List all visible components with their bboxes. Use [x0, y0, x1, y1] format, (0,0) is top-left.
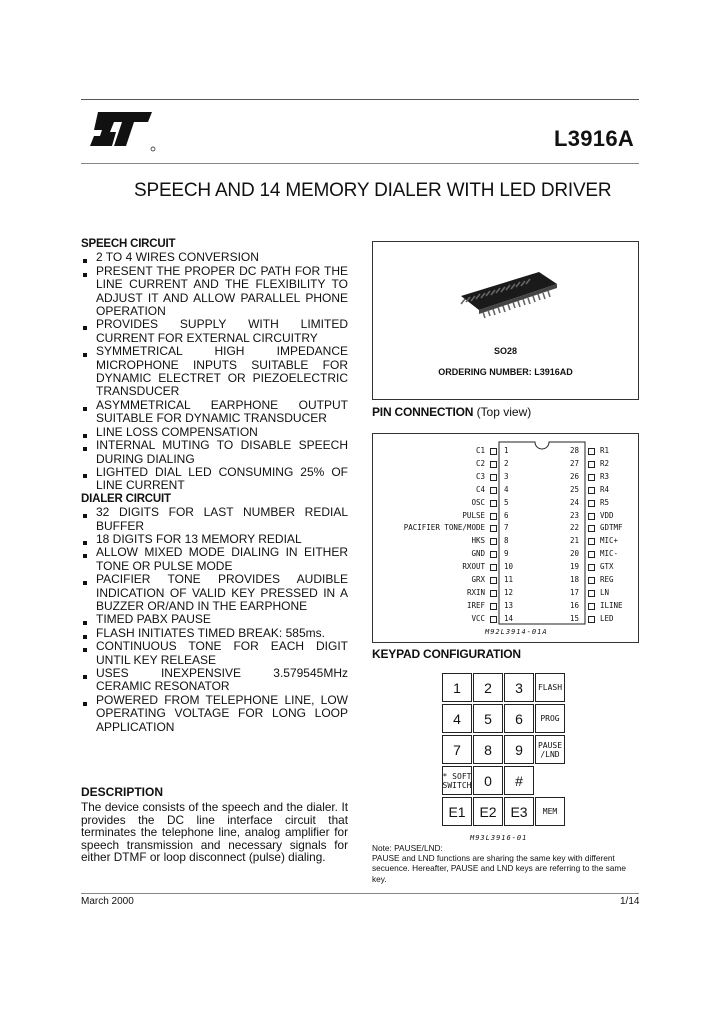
pin-label: R4: [600, 484, 610, 494]
pin-pad: [588, 564, 595, 571]
keypad-key: 1: [442, 673, 472, 702]
pin-number: 5: [504, 497, 509, 507]
footer-rule: [81, 893, 639, 894]
feature-item: TIMED PABX PAUSE: [81, 613, 348, 626]
pin-pad: [490, 487, 497, 494]
pin-number: 8: [504, 536, 509, 546]
pin-connection-heading: [372, 405, 531, 419]
document-title: SPEECH AND 14 MEMORY DIALER WITH LED DRIVER: [134, 180, 612, 201]
pin-label: R3: [600, 471, 610, 481]
keypad-key: E3: [504, 797, 534, 826]
keypad-grid: [442, 673, 570, 835]
pin-label: PACIFIER TONE/MODE: [403, 523, 485, 533]
pin-number: 23: [570, 510, 580, 520]
feature-column: [81, 238, 348, 734]
pin-pad: [490, 474, 497, 481]
pin-number: 13: [504, 600, 514, 610]
pin-label: MIC+: [600, 536, 619, 546]
pin-pad: [490, 461, 497, 468]
keypad-key: MEM: [535, 797, 565, 826]
feature-item: INTERNAL MUTING TO DISABLE SPEECH DURING DIALING: [81, 439, 348, 466]
pin-label: GDTMF: [600, 523, 623, 533]
pin-pad: [588, 577, 595, 584]
pin-label: R1: [600, 446, 610, 455]
pin-pad: [490, 500, 497, 507]
pin-number: 2: [504, 458, 509, 468]
keypad-key: 5: [473, 704, 503, 733]
keypad-key: 0: [473, 766, 503, 795]
keypad-key: PROG: [535, 704, 565, 733]
pin-diagram-code: M92L3914-01A: [485, 628, 548, 636]
feature-item: CONTINUOUS TONE FOR EACH DIGIT UNTIL KEY RELEASE: [81, 640, 348, 667]
pin-pad: [588, 551, 595, 558]
keypad-key: 6: [504, 704, 534, 733]
so28-package-image: [453, 266, 563, 322]
pin-label: LED: [600, 613, 614, 623]
pin-number: 18: [570, 575, 580, 584]
dialer-circuit-list: [81, 506, 348, 734]
keypad-key: 7: [442, 735, 472, 764]
keypad-key: 9: [504, 735, 534, 764]
pin-number: 7: [504, 523, 509, 533]
pin-pad: [490, 448, 497, 455]
package-box: [372, 241, 639, 400]
description-heading: DESCRIPTION: [81, 785, 164, 799]
feature-item: PACIFIER TONE PROVIDES AUDIBLE INDICATION OF VALID KEY PRESSED IN A BUZZER OR/AND IN THE EARPHONE: [81, 573, 348, 613]
pin-pad: [588, 487, 595, 494]
pin-pad: [588, 590, 595, 597]
pin-number: 1: [504, 446, 509, 455]
pin-label: VCC: [471, 613, 485, 623]
ordering-number: ORDERING NUMBER: L3916AD: [438, 367, 573, 377]
pin-number: 12: [504, 587, 514, 597]
pin-pad: [588, 603, 595, 610]
pin-pad: [490, 525, 497, 532]
pin-label: ILINE: [600, 600, 623, 610]
pin-number: 27: [570, 458, 580, 468]
feature-item: 32 DIGITS FOR LAST NUMBER REDIAL BUFFER: [81, 506, 348, 533]
st-logo: [86, 106, 158, 152]
pin-label: OSC: [471, 497, 485, 507]
pin-label: LN: [600, 587, 610, 597]
feature-item: FLASH INITIATES TIMED BREAK: 585ms.: [81, 627, 348, 640]
pin-pad: [490, 603, 497, 610]
feature-item: ASYMMETRICAL EARPHONE OUTPUT SUITABLE FOR DYNAMIC TRANSDUCER: [81, 399, 348, 426]
pin-number: 22: [570, 523, 580, 533]
feature-item: LINE LOSS COMPENSATION: [81, 426, 348, 439]
package-name: SO28: [493, 346, 517, 356]
pin-pad: [588, 616, 595, 623]
pin-number: 11: [504, 575, 514, 584]
pin-label: GND: [471, 549, 485, 559]
feature-item: PROVIDES SUPPLY WITH LIMITED CURRENT FOR EXTERNAL CIRCUITRY: [81, 318, 348, 345]
pin-pad: [588, 474, 595, 481]
pin-label: IREF: [466, 600, 485, 610]
pin-label: HKS: [471, 536, 485, 546]
pin-pad: [588, 538, 595, 545]
pin-number: 24: [570, 497, 580, 507]
pin-label: VDD: [600, 510, 614, 520]
pin-label: C2: [475, 458, 485, 468]
speech-circuit-heading: SPEECH CIRCUIT: [81, 238, 176, 250]
pin-number: 9: [504, 549, 509, 559]
feature-item: 2 TO 4 WIRES CONVERSION: [81, 251, 348, 264]
keypad-key: * SOFT SWITCH: [442, 766, 472, 795]
pin-number: 19: [570, 562, 580, 572]
feature-item: 18 DIGITS FOR 13 MEMORY REDIAL: [81, 533, 348, 546]
pin-pad: [588, 461, 595, 468]
pin-connection-subtitle: (Top view): [476, 405, 532, 419]
pin-pad: [588, 500, 595, 507]
keypad-key: E2: [473, 797, 503, 826]
pin-number: 15: [570, 613, 580, 623]
feature-item: ALLOW MIXED MODE DIALING IN EITHER TONE OR PULSE MODE: [81, 546, 348, 573]
pin-label: R5: [600, 497, 610, 507]
pin-label: GRX: [471, 575, 485, 584]
keypad-key: 3: [504, 673, 534, 702]
feature-item: USES INEXPENSIVE 3.579545MHz CERAMIC RESONATOR: [81, 667, 348, 694]
pin-label: RXIN: [466, 587, 485, 597]
pin-pad: [490, 513, 497, 520]
pin-number: 3: [504, 471, 509, 481]
footer-page: 1/14: [620, 896, 640, 907]
pin-number: 4: [504, 484, 509, 494]
pin-label: R2: [600, 458, 610, 468]
feature-item: PRESENT THE PROPER DC PATH FOR THE LINE CURRENT AND THE FLEXIBILITY TO ADJUST IT AND ALLOW PARALLEL PHONE OPERATION: [81, 265, 348, 319]
keypad-heading: KEYPAD CONFIGURATION: [372, 647, 521, 661]
note-heading: Note: PAUSE/LND:: [372, 843, 443, 853]
pin-number: 20: [570, 549, 580, 559]
pin-label: MIC-: [600, 549, 619, 559]
top-rule: [81, 99, 639, 100]
dialer-circuit-heading: DIALER CIRCUIT: [81, 492, 171, 505]
pin-label: C3: [475, 471, 485, 481]
keypad-key: #: [504, 766, 534, 795]
pin-number: 25: [570, 484, 580, 494]
pin-label: GTX: [600, 562, 614, 572]
pin-label: RXOUT: [462, 562, 485, 572]
feature-item: SYMMETRICAL HIGH IMPEDANCE MICROPHONE INPUTS SUITABLE FOR DYNAMIC ELECTRET OR PIEZOELECTRIC TRANSDUCER: [81, 345, 348, 399]
keypad-key: 8: [473, 735, 503, 764]
pin-pad: [588, 513, 595, 520]
pin-number: 17: [570, 587, 580, 597]
pin-number: 21: [570, 536, 580, 546]
pin-label: C4: [475, 484, 485, 494]
feature-item: LIGHTED DIAL LED CONSUMING 25% OF LINE CURRENT: [81, 466, 348, 493]
pin-pad: [490, 564, 497, 571]
keypad-key: 2: [473, 673, 503, 702]
pin-label: PULSE: [462, 510, 485, 520]
pin-pad: [490, 538, 497, 545]
pin-number: 10: [504, 562, 514, 572]
pin-pad: [588, 525, 595, 532]
pin-label: REG: [600, 575, 614, 584]
keypad-key: E1: [442, 797, 472, 826]
keypad-code: M93L3916-01: [470, 834, 528, 842]
keypad-note: [372, 843, 638, 884]
pin-number: 26: [570, 471, 580, 481]
ic-outline: [497, 440, 587, 626]
keypad-key: FLASH: [535, 673, 565, 702]
pin-number: 28: [570, 446, 580, 455]
description-text: The device consists of the speech and the dialer. It provides the DC line interface circuit that terminates the telephone line, analog amplifier for speech transmission and necessary signals for either DTMF or loop disconnect (pulse) dialing.: [81, 800, 348, 865]
pin-connection-title: PIN CONNECTION: [372, 405, 474, 419]
keypad-key: 4: [442, 704, 472, 733]
speech-circuit-list: [81, 251, 348, 492]
pin-diagram: [372, 433, 639, 643]
feature-item: POWERED FROM TELEPHONE LINE, LOW OPERATING VOLTAGE FOR LONG LOOP APPLICATION: [81, 694, 348, 734]
pin-pad: [490, 616, 497, 623]
keypad-key: PAUSE /LND: [535, 735, 565, 764]
pin-number: 6: [504, 510, 509, 520]
note-text: PAUSE and LND functions are sharing the same key with different secuence. Hereafter, PAUSE and LND keys are referring to the same key.: [372, 853, 626, 884]
part-number: L3916A: [554, 126, 635, 151]
footer-date: March 2000: [81, 896, 134, 907]
pin-number: 14: [504, 613, 514, 623]
pin-pad: [490, 551, 497, 558]
pin-number: 16: [570, 600, 580, 610]
pin-pad: [490, 577, 497, 584]
pin-label: C1: [475, 446, 485, 455]
pin-pad: [588, 448, 595, 455]
pin-pad: [490, 590, 497, 597]
title-rule: [81, 163, 639, 164]
